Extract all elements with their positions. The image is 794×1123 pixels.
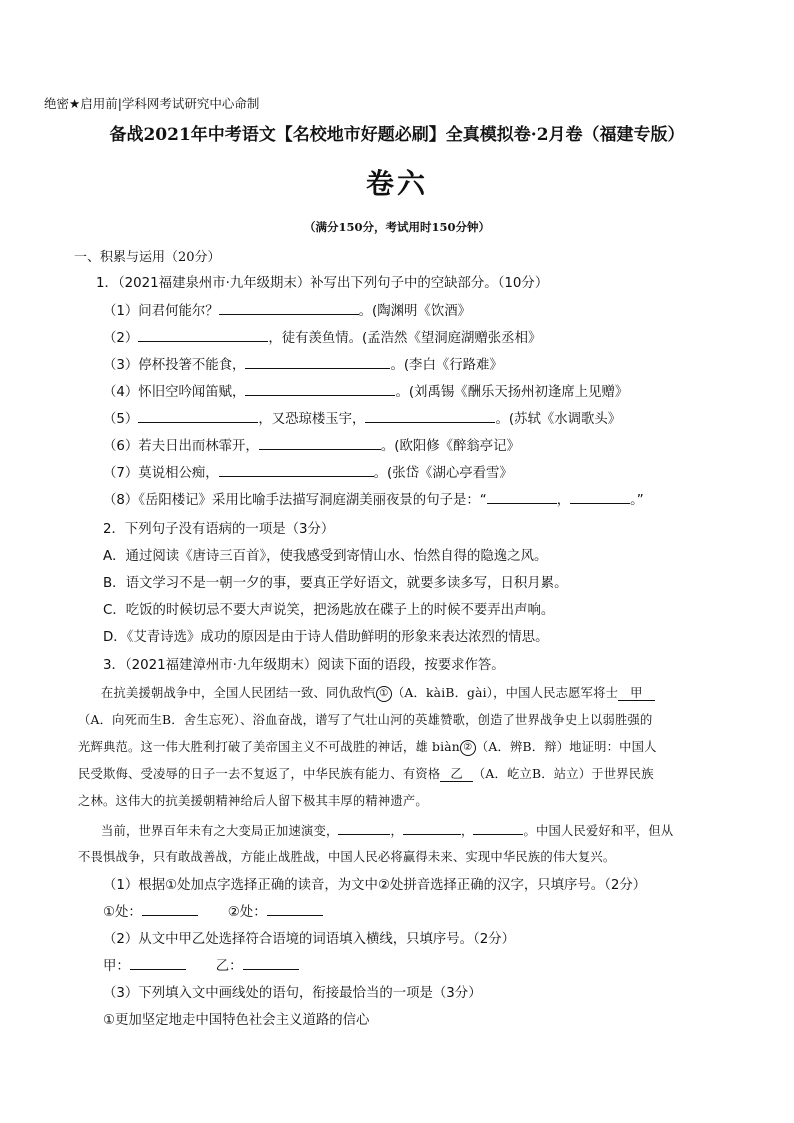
answer-blank[interactable] (338, 820, 390, 835)
q3-sub3-option-1: ①更加坚定地走中国特色社会主义道路的信心 (103, 1013, 370, 1028)
q3-stem: 3．（2021福建漳州市·九年级期末）阅读下面的语段，按要求作答。 (103, 658, 505, 673)
passage-line: 之林。这伟大的抗美援朝精神给后人留下极其丰厚的精神遗产。 (78, 794, 428, 808)
score-note: （满分150分，考试用时150分钟） (303, 220, 490, 234)
q1-item-7 (103, 462, 513, 481)
item-post: 。” (630, 493, 644, 508)
answer-blank[interactable] (267, 901, 323, 916)
item-post: 。(刘禹锡《酬乐天扬州初逢席上见赠》 (395, 385, 629, 400)
item-pre: （6）若夫日出而林霏开， (103, 439, 259, 454)
item-pre: （2） (103, 331, 139, 346)
item-pre: （1）问君何能尔？ (103, 304, 219, 319)
q1-item-1 (103, 300, 471, 319)
blank-yi[interactable]: 乙 (440, 767, 473, 782)
answer-blank[interactable] (219, 462, 374, 477)
answer-label: 甲： (103, 959, 130, 974)
section-title: 一、积累与运用（20分） (74, 250, 221, 265)
q2-option-c: C．吃饭的时候切忌不要大声说笑，把汤匙放在碟子上的时候不要弄出声响。 (103, 603, 555, 618)
passage-text: 。中国人民爱好和平，但从 (523, 824, 674, 838)
item-post: 。(苏轼《水调歌头》 (495, 412, 622, 427)
item-post: 。(陶渊明《饮酒》 (358, 304, 472, 319)
q2-option-a: A．通过阅读《唐诗三百首》，使我感受到寄情山水、怡然自得的隐逸之风。 (103, 549, 548, 564)
passage-text: 民受欺侮、受凌辱的日子一去不复返了，中华民族有能力、有资格 (78, 767, 441, 781)
q3-sub3: （3）下列填入文中画线处的语句，衔接最恰当的一项是（3分） (103, 986, 482, 1001)
exam-title: 备战2021年中考语文【名校地市好题必刷】全真模拟卷·2月卷（福建专版） (109, 125, 685, 145)
q3-sub1-answers (103, 901, 323, 920)
q3-sub1: （1）根据①处加点字选择正确的读音，为文中②处拼音选择正确的汉字，只填序号。（2分） (103, 878, 647, 893)
passage-line (78, 764, 654, 782)
item-pre: （3）停杯投箸不能食， (103, 358, 246, 373)
answer-blank[interactable] (473, 820, 523, 835)
marker-2: ② (460, 740, 476, 756)
q1-item-4 (103, 381, 628, 400)
q1-item-2 (103, 327, 541, 346)
q2-option-b: B．语文学习不是一朝一夕的事，要真正学好语文，就要多读多写，日积月累。 (103, 576, 568, 591)
blank-jia[interactable]: 甲 (618, 686, 655, 701)
answer-blank[interactable] (219, 300, 359, 315)
answer-blank[interactable] (142, 901, 198, 916)
answer-blank[interactable] (243, 955, 299, 970)
q2-stem: 2．下列句子没有语病的一项是（3分） (103, 522, 335, 537)
answer-blank[interactable] (245, 381, 395, 396)
q3-sub2-answers (103, 955, 299, 974)
passage-text: （A．kàiB．gài），中国人民志愿军将士 (391, 686, 619, 700)
passage-text: 光辉典范。这一伟大胜利打破了美帝国主义不可战胜的神话，雄 biàn (78, 740, 460, 754)
item-post: 。(张岱《湖心亭看雪》 (373, 466, 513, 481)
passage-line (78, 737, 657, 756)
confidential-note: 绝密★启用前|学科网考试研究中心命制 (44, 96, 260, 111)
answer-blank[interactable] (403, 820, 461, 835)
item-pre: （4）怀旧空吟闻笛赋， (103, 385, 246, 400)
answer-blank[interactable] (487, 489, 557, 504)
answer-blank[interactable] (130, 955, 186, 970)
q1-item-5 (103, 408, 621, 427)
answer-blank[interactable] (365, 408, 495, 423)
passage-line (101, 683, 655, 702)
passage-text: 在抗美援朝战争中，全国人民团结一致、同仇敌忾 (101, 686, 376, 700)
q3-sub2: （2）从文中甲乙处选择符合语境的词语填入横线，只填序号。（2分） (103, 932, 516, 947)
marker-1: ① (376, 686, 392, 702)
q1-item-6 (103, 435, 520, 454)
item-pre: （7）莫说相公痴， (103, 466, 219, 481)
answer-blank[interactable] (259, 435, 381, 450)
item-pre: （8）《岳阳楼记》采用比喻手法描写洞庭湖美丽夜景的句子是：“ (103, 493, 487, 508)
item-post: 。(李白《行路难》 (390, 358, 503, 373)
item-mid: ，又恐琼楼玉宇， (258, 412, 366, 427)
passage-text: （A．屹立B．站立）于世界民族 (472, 767, 654, 781)
item-mid: ， (556, 493, 571, 508)
volume-title: 卷六 (365, 167, 428, 200)
item-post: 。(欧阳修《醉翁亭记》 (380, 439, 520, 454)
answer-label: ②处： (227, 905, 267, 920)
item-pre: （5） (103, 412, 139, 427)
answer-label: ①处： (103, 905, 142, 920)
answer-blank[interactable] (138, 408, 258, 423)
answer-blank[interactable] (570, 489, 630, 504)
item-post: ，徒有羡鱼情。(孟浩然《望洞庭湖赠张丞相》 (268, 331, 542, 346)
passage-text: 当前，世界百年未有之大变局正加速演变， (101, 824, 339, 838)
passage-text: （A．辨B．辩）地证明：中国人 (475, 740, 657, 754)
q2-option-d: D．《艾青诗选》成功的原因是由于诗人借助鲜明的形象来表达浓烈的情思。 (103, 630, 549, 645)
passage-line: （A．向死而生B．舍生忘死）、浴血奋战，谱写了气壮山河的英雄赞歌，创造了世界战争史上以弱胜强的 (78, 713, 653, 727)
answer-blank[interactable] (245, 354, 390, 369)
q1-stem: 1．（2021福建泉州市·九年级期末）补写出下列句子中的空缺部分。（10分） (96, 276, 549, 291)
passage-line: 不畏惧战争，只有敢战善战，方能止战胜战，中国人民必将赢得未来、实现中华民族的伟大复兴。 (78, 850, 616, 864)
q1-item-8 (103, 489, 644, 508)
answer-label: 乙： (215, 959, 243, 974)
passage-line: 当前，世界百年未有之大变局正加速演变， ， ， 。中国人民爱好和平，但从 (101, 820, 673, 839)
answer-blank[interactable] (138, 327, 268, 342)
q1-item-3 (103, 354, 503, 373)
